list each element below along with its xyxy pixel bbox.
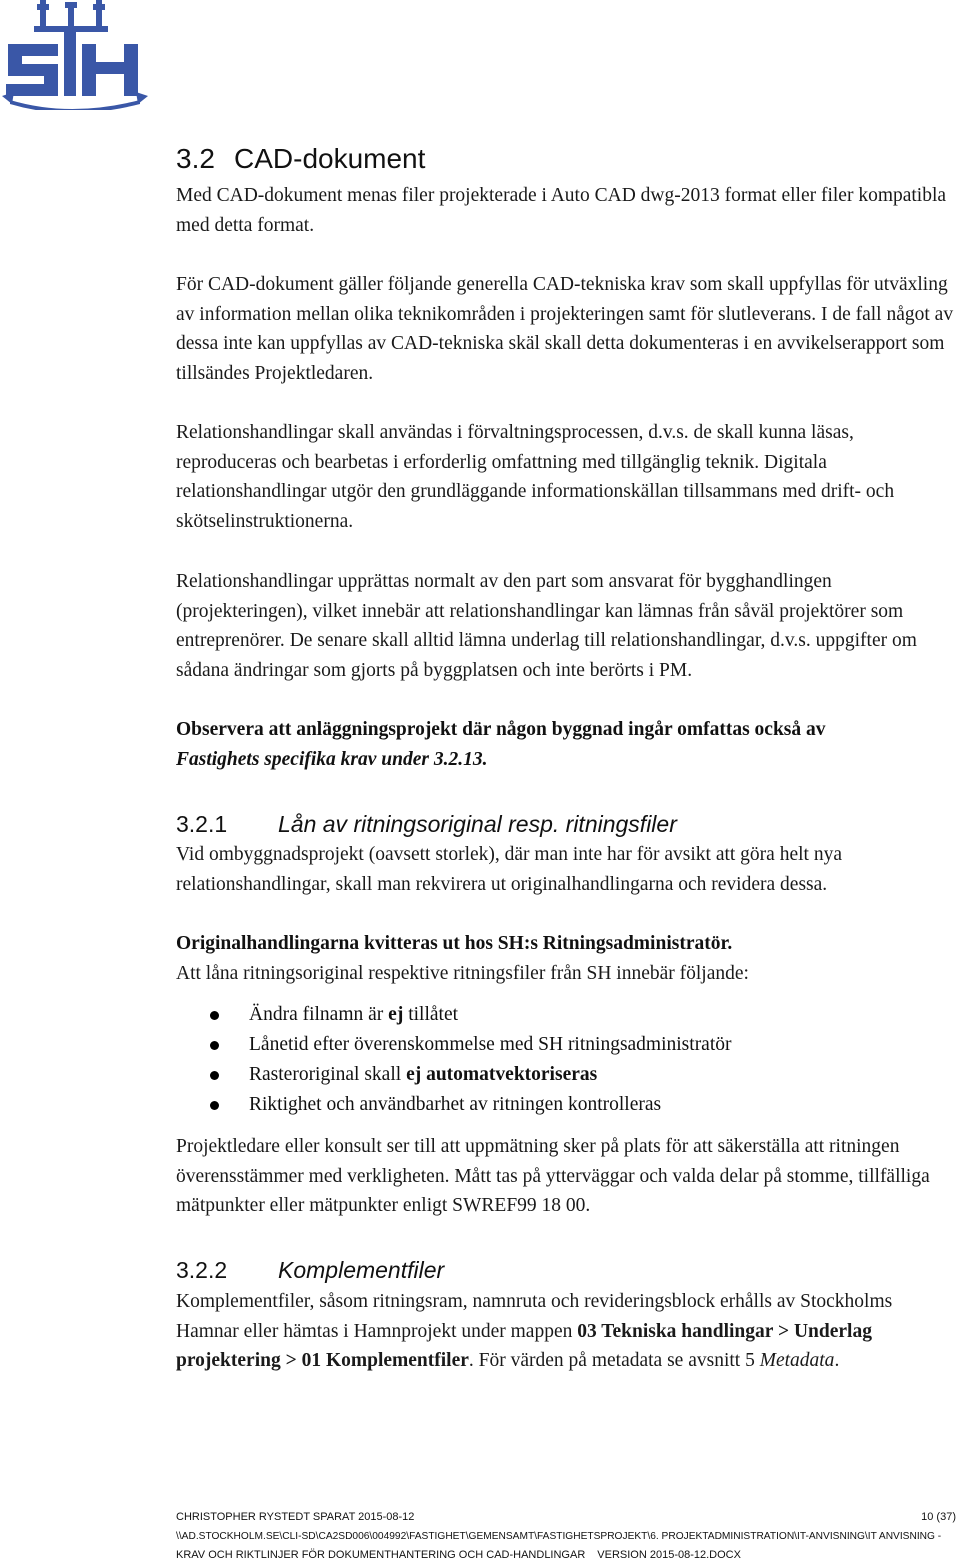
footer-author: CHRISTOPHER RYSTEDT SPARAT 2015-08-12 xyxy=(176,1511,415,1523)
paragraph-relationshandlingar-upprattas xyxy=(176,567,956,685)
paragraph-cad-requirements xyxy=(176,270,956,388)
paragraph-text: Projektledare eller konsult ser till att uppmätning sker på plats för att säkerställa att ritningen överensstämmer med verkligheten. xyxy=(176,1136,900,1187)
list-item xyxy=(176,1060,956,1090)
list-item-text: Lånetid efter överenskommelse med SH ritningsadministratör xyxy=(249,1034,732,1055)
list-item-text: Ändra filnamn är xyxy=(249,1004,389,1025)
bold-originalhandlingar: Originalhandlingarna kvitteras ut hos SH:s Ritningsadministratör. xyxy=(176,933,733,954)
paragraph-text: Relationshandlingar upprättas normalt av den part som ansvarat för bygghandlingen (projekteringen), vilket innebär att relationshandlingar kan lämnas från såväl projektörer som entreprenörer. xyxy=(176,571,904,651)
bullet-icon xyxy=(210,1071,219,1080)
paragraph-text: . För värden på metadata se avsnitt 5 xyxy=(468,1350,760,1371)
paragraph-text: De senare skall alltid lämna underlag till relationshandlingar, d.v.s. uppgifter om sådana ändringar som gjorts på byggplatsen och inte berörts i PM. xyxy=(176,630,917,681)
footer-path: \\AD.STOCKHOLM.SE\CLI-SD\CA2SD006\004992\FASTIGHET\GEMENSAMT\FASTIGHETSPROJEKT\6. PROJEKTADMINISTRATION\IT-ANVISNING\IT ANVISNING - xyxy=(176,1531,942,1542)
note-observera xyxy=(176,715,956,774)
section-number: 3.2 xyxy=(176,143,215,174)
folder-path: 03 Tekniska handlingar > Underlag projektering > 01 Komplementfiler xyxy=(176,1320,872,1371)
list-item-text: tillåtet xyxy=(403,1004,459,1025)
list-item xyxy=(176,1090,956,1120)
footer-page-number: 10 (37) xyxy=(921,1511,956,1523)
paragraph-cad-definition: Med CAD-dokument menas filer projekterade i Auto CAD dwg-2013 format eller filer kompatibla med detta format. xyxy=(176,185,947,236)
paragraph-text: Digitala relationshandlingar utgör den grundläggande informationskällan tillsammans med drift- och skötselinstruktionerna. xyxy=(176,451,895,532)
footer-doc-name: KRAV OCH RIKTLINJER FÖR DOKUMENTHANTERING OCH CAD-HANDLINGAR xyxy=(176,1549,586,1561)
bullet-icon xyxy=(210,1041,219,1050)
paragraph-text: För CAD-dokument gäller följande generella CAD-tekniska krav som skall uppfyllas för utväxling av information mellan olika teknikområden i projekteringen samt för slutleverans. xyxy=(176,274,948,325)
list-item-bold: ej automatvektoriseras xyxy=(406,1064,598,1085)
note-line: Observera att anläggningsprojekt där någon byggnad ingår omfattas också av xyxy=(176,719,826,740)
paragraph-text: I de fall något av dessa inte kan uppfyllas av CAD-tekniska skäl skall detta dokumenteras i en avvikelserapport som tillsändes Projektledaren. xyxy=(176,303,954,384)
footer-doc-title xyxy=(176,1549,741,1561)
paragraph-relationshandlingar xyxy=(176,418,956,536)
bullet-icon xyxy=(210,1011,219,1020)
subsection-title: Komplementfiler xyxy=(278,1257,445,1283)
subsection-heading-lan xyxy=(176,811,677,838)
list-item xyxy=(176,1000,956,1030)
subsection-number: 3.2.1 xyxy=(176,811,228,837)
list-item xyxy=(176,1030,956,1060)
bullet-icon xyxy=(210,1101,219,1110)
footer-version: VERSION 2015-08-12.DOCX xyxy=(597,1549,741,1561)
section-title: CAD-dokument xyxy=(234,143,426,174)
paragraph-komplementfiler xyxy=(176,1287,956,1376)
paragraph-text: Komplementfiler, såsom ritningsram, namnruta och revideringsblock erhålls av Stockholms Hamnar eller hämtas i Hamnprojekt under mappen xyxy=(176,1291,893,1342)
section-heading xyxy=(176,143,425,175)
subsection-number: 3.2.2 xyxy=(176,1257,228,1283)
list-item-bold: ej xyxy=(388,1004,404,1025)
paragraph-text: . xyxy=(834,1350,840,1371)
paragraph-uppmatning xyxy=(176,1132,956,1221)
paragraph-ombyggnad: Vid ombyggnadsprojekt (oavsett storlek), där man inte har för avsikt att göra helt nya relationshandlingar, skall man rekvirera ut originalhandlingarna och revidera dessa. xyxy=(176,844,842,895)
subsection-title: Lån av ritningsoriginal resp. ritningsfiler xyxy=(278,811,677,837)
metadata-reference: Metadata xyxy=(759,1350,835,1371)
note-line-italic: Fastighets specifika krav under 3.2.13. xyxy=(176,748,488,770)
subsection-heading-komplementfiler xyxy=(176,1257,444,1284)
paragraph-lana-intro: Att låna ritningsoriginal respektive ritningsfiler från SH innebär följande: xyxy=(176,963,749,984)
paragraph-text: Relationshandlingar skall användas i förvaltningsprocessen, d.v.s. de skall kunna läsas, reproduceras och bearbetas i erforderlig omfattning med tillgänglig teknik. xyxy=(176,422,854,473)
list-item-text: Rasteroriginal skall xyxy=(249,1064,407,1085)
list-item-text: Riktighet och användbarhet av ritningen kontrolleras xyxy=(249,1094,662,1115)
bullet-list xyxy=(176,1000,956,1120)
sh-logo-icon xyxy=(0,0,150,110)
paragraph-text: Mått tas på ytterväggar och valda delar på stomme, tillfälliga mätpunkter eller mätpunkter enligt SWREF99 18 00. xyxy=(176,1165,930,1216)
